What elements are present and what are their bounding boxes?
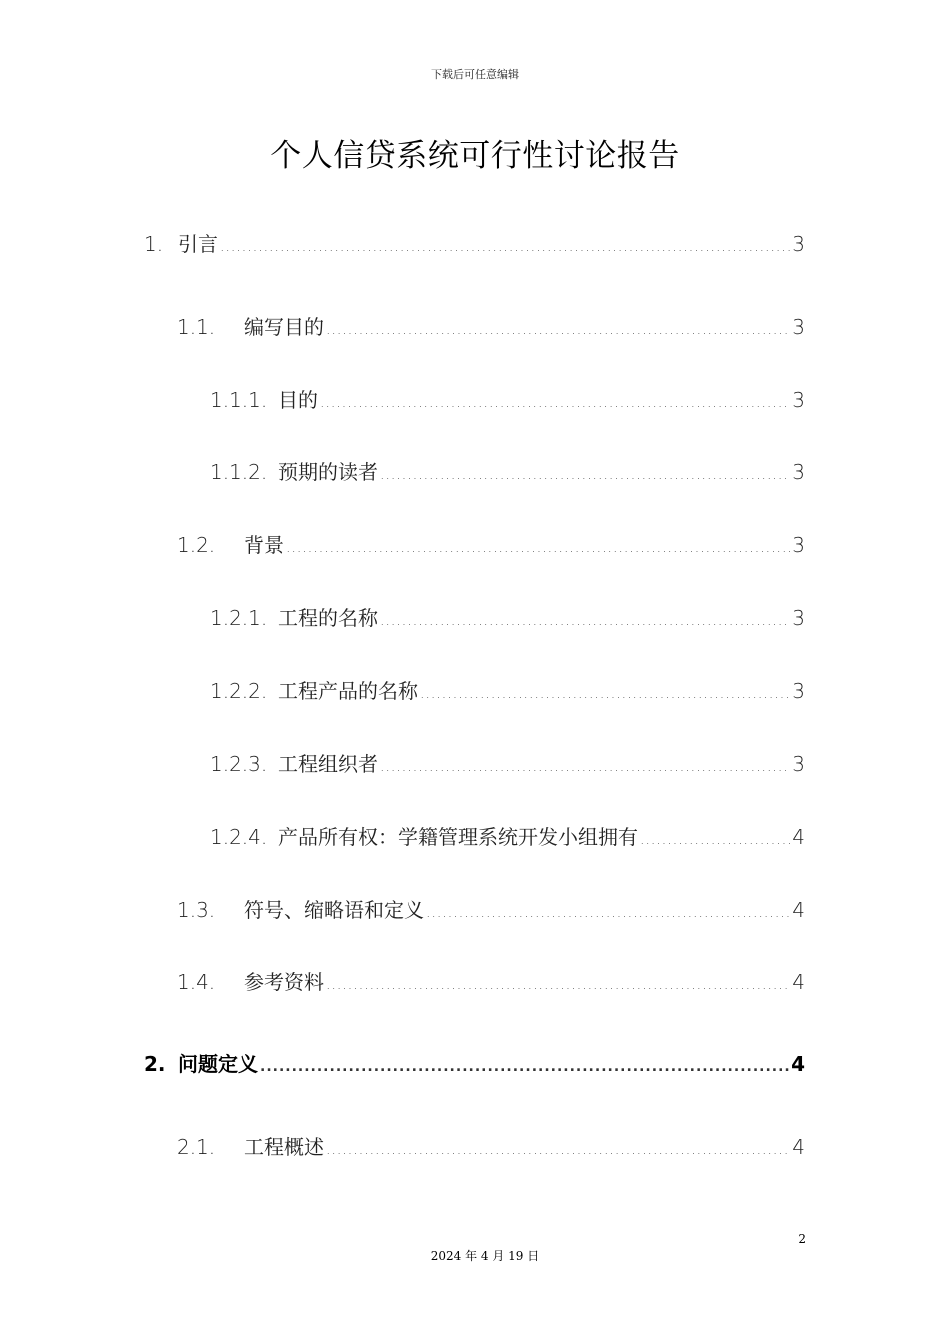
toc-title: 符号、缩略语和定义 [244, 898, 424, 922]
toc-title: 问题定义 [178, 1052, 258, 1076]
toc-leader-dots [380, 759, 790, 775]
toc-number: 1.2.3. [210, 752, 268, 776]
toc-entry[interactable] [210, 456, 805, 485]
toc-title: 目的 [278, 388, 318, 412]
toc-number: 1. [144, 232, 164, 256]
toc-title: 产品所有权：学籍管理系统开发小组拥有 [278, 825, 638, 849]
toc-number: 1.1.1. [210, 388, 268, 412]
toc-entry[interactable] [210, 821, 805, 850]
toc-number: 1.4. [177, 970, 216, 994]
toc-page-number: 4 [792, 1135, 805, 1159]
toc-number: 1.2.2. [210, 679, 268, 703]
toc-leader-dots [326, 977, 790, 993]
toc-leader-dots [326, 322, 790, 338]
toc-leader-dots [420, 686, 790, 702]
toc-page-number: 4 [792, 825, 805, 849]
toc-leader-dots [220, 239, 790, 255]
toc-leader-dots [380, 467, 790, 483]
toc-number: 1.1. [177, 315, 216, 339]
toc-entry[interactable] [177, 894, 805, 923]
toc-leader-dots [320, 395, 790, 411]
toc-page-number: 3 [792, 679, 805, 703]
toc-number: 2. [144, 1052, 166, 1076]
toc-page-number: 4 [792, 970, 805, 994]
toc-page-number: 4 [791, 1052, 805, 1076]
toc-leader-dots [380, 613, 790, 629]
toc-page-number: 3 [792, 752, 805, 776]
toc-number: 1.2. [177, 533, 216, 557]
toc-number: 2.1. [177, 1135, 216, 1159]
toc-title: 编写目的 [244, 315, 324, 339]
footer-date: 2024 年 4 月 19 日 [430, 1249, 540, 1263]
header-note: 下载后可任意编辑 [431, 68, 519, 81]
toc-entry[interactable] [177, 1131, 805, 1160]
toc-page-number: 3 [792, 388, 805, 412]
toc-entry[interactable] [144, 1048, 805, 1077]
toc-entry[interactable] [210, 675, 805, 704]
toc-number: 1.2.1. [210, 606, 268, 630]
toc-page-number: 4 [792, 898, 805, 922]
toc-number: 1.3. [177, 898, 216, 922]
toc-entry[interactable] [210, 602, 805, 631]
toc-page-number: 3 [792, 606, 805, 630]
toc-page-number: 3 [792, 533, 805, 557]
toc-leader-dots [326, 1142, 790, 1158]
toc-number: 1.2.4. [210, 825, 268, 849]
toc-leader-dots [640, 832, 790, 848]
toc-entry[interactable] [144, 228, 805, 257]
toc-title: 引言 [178, 232, 218, 256]
document-title: 个人信贷系统可行性讨论报告 [270, 138, 680, 174]
toc-leader-dots [286, 540, 790, 556]
toc-number: 1.1.2. [210, 460, 268, 484]
toc-title: 预期的读者 [278, 460, 378, 484]
toc-title: 工程的名称 [278, 606, 378, 630]
toc-entry[interactable] [210, 748, 805, 777]
toc-title: 背景 [244, 533, 284, 557]
toc-page-number: 3 [792, 315, 805, 339]
toc-entry[interactable] [177, 529, 805, 558]
toc-entry[interactable] [210, 384, 805, 413]
page-number: 2 [798, 1232, 806, 1246]
toc-page-number: 3 [792, 460, 805, 484]
toc-leader-dots [426, 905, 790, 921]
toc-leader-dots [260, 1059, 789, 1075]
toc-title: 参考资料 [244, 970, 324, 994]
toc-page-number: 3 [792, 232, 805, 256]
toc-title: 工程概述 [244, 1135, 324, 1159]
toc-entry[interactable] [177, 966, 805, 995]
toc-title: 工程产品的名称 [278, 679, 418, 703]
toc-entry[interactable] [177, 311, 805, 340]
toc-title: 工程组织者 [278, 752, 378, 776]
